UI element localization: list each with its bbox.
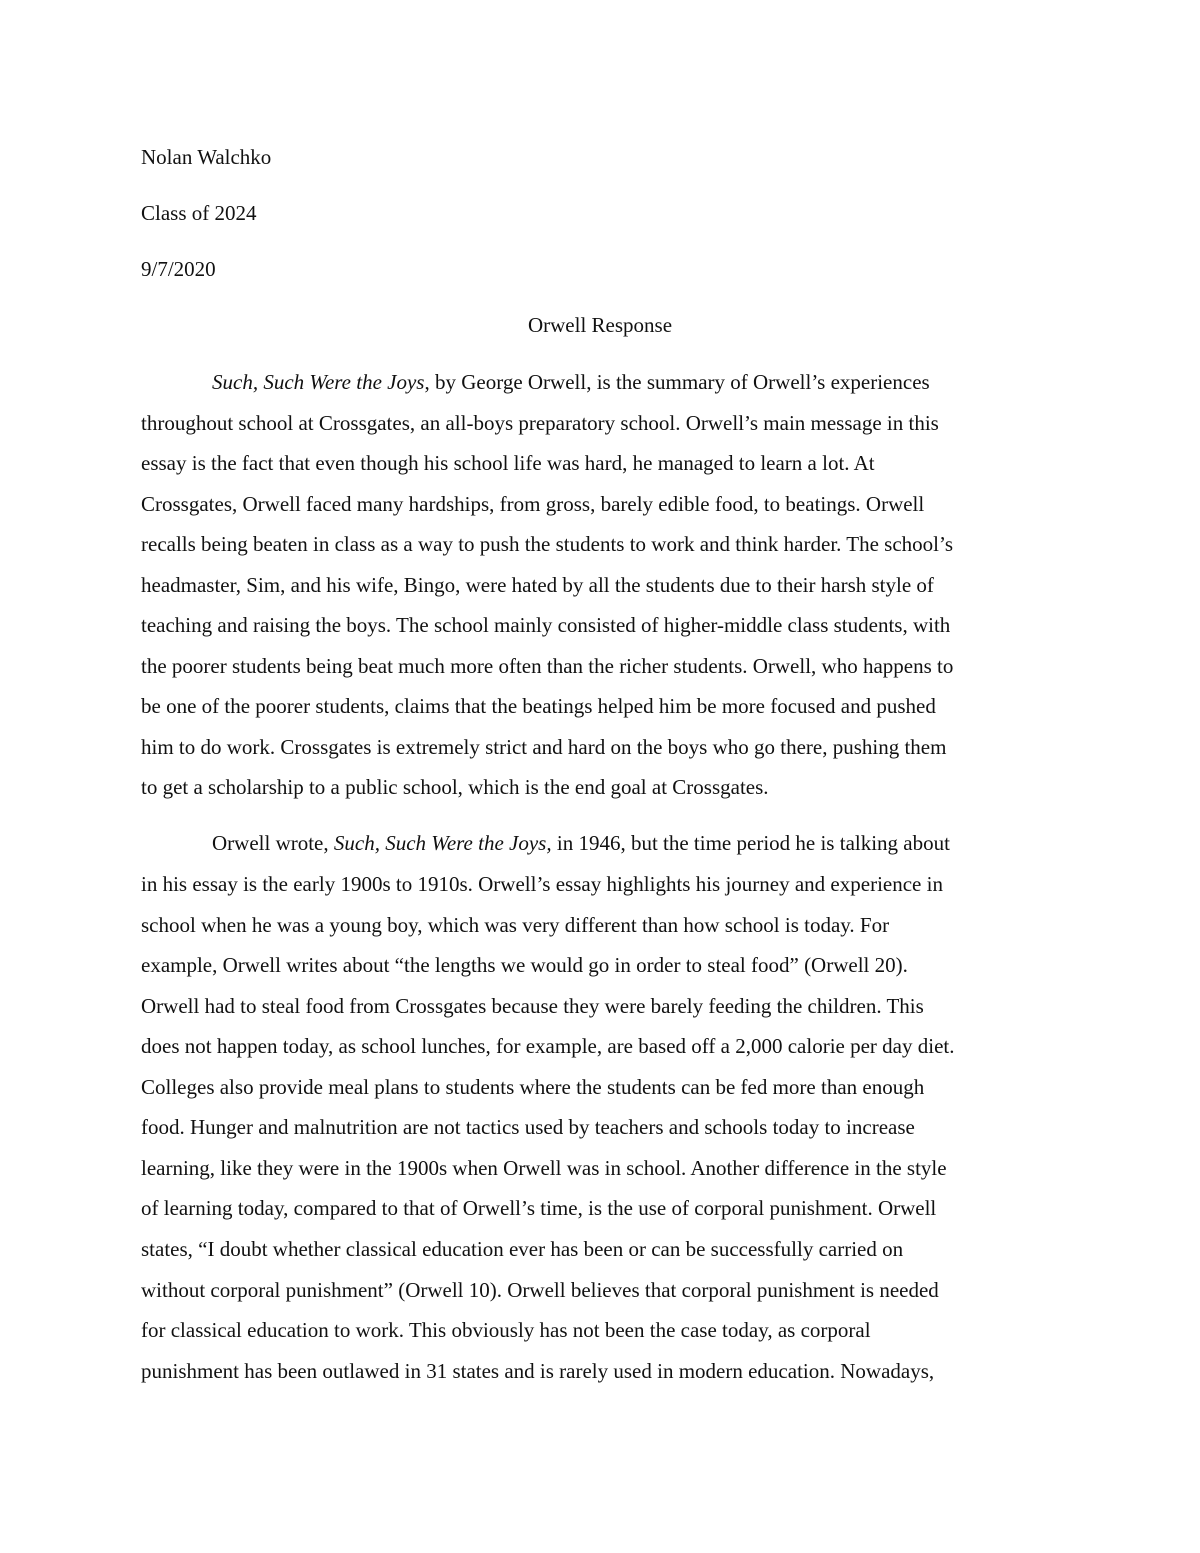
paragraph-2-line: punishment has been outlawed in 31 states and is rarely used in modern education. Nowadays, bbox=[141, 1359, 935, 1383]
essay-date: 9/7/2020 bbox=[141, 257, 216, 281]
class-year: Class of 2024 bbox=[141, 201, 257, 225]
paragraph-2-line-1 bbox=[212, 833, 950, 854]
author-name: Nolan Walchko bbox=[141, 145, 272, 169]
paragraph-1-line-1 bbox=[212, 372, 930, 393]
paragraph-2-line: Orwell had to steal food from Crossgates because they were barely feeding the children. This bbox=[141, 994, 924, 1018]
paragraph-text: Orwell wrote, bbox=[212, 831, 334, 855]
paragraph-2-line: without corporal punishment” (Orwell 10). Orwell believes that corporal punishment is needed bbox=[141, 1278, 939, 1302]
paragraph-2-line: states, “I doubt whether classical education ever has been or can be successfully carried on bbox=[141, 1237, 904, 1261]
paragraph-2-line: example, Orwell writes about “the lengths we would go in order to steal food” (Orwell 20). bbox=[141, 953, 908, 977]
paragraph-1-line: throughout school at Crossgates, an all-boys preparatory school. Orwell’s main message in this bbox=[141, 411, 939, 435]
paragraph-1-line: to get a scholarship to a public school, which is the end goal at Crossgates. bbox=[141, 775, 769, 799]
paragraph-1-line: headmaster, Sim, and his wife, Bingo, were hated by all the students due to their harsh style of bbox=[141, 573, 934, 597]
book-title: Such, Such Were the Joys, bbox=[333, 831, 552, 855]
paragraph-2-line: in his essay is the early 1900s to 1910s. Orwell’s essay highlights his journey and experience in bbox=[141, 872, 943, 896]
paragraph-1-line: the poorer students being beat much more often than the richer students. Orwell, who happens to bbox=[141, 654, 954, 678]
essay-title: Orwell Response bbox=[527, 313, 673, 337]
paragraph-2-line: for classical education to work. This obviously has not been the case today, as corporal bbox=[141, 1318, 871, 1342]
paragraph-2-line: school when he was a young boy, which was very different than how school is today. For bbox=[141, 913, 890, 937]
paragraph-1-line: essay is the fact that even though his school life was hard, he managed to learn a lot. At bbox=[141, 451, 875, 475]
paragraph-1-line: Crossgates, Orwell faced many hardships, from gross, barely edible food, to beatings. Orwell bbox=[141, 492, 925, 516]
paragraph-text: , by George Orwell, is the summary of Orwell’s experiences bbox=[424, 370, 930, 394]
paragraph-1-line: be one of the poorer students, claims that the beatings helped him be more focused and pushed bbox=[141, 694, 936, 718]
paragraph-1-line: teaching and raising the boys. The school mainly consisted of higher-middle class students, with bbox=[141, 613, 951, 637]
paragraph-2-line: food. Hunger and malnutrition are not tactics used by teachers and schools today to increase bbox=[141, 1115, 915, 1139]
paragraph-2-line: learning, like they were in the 1900s when Orwell was in school. Another difference in the style bbox=[141, 1156, 947, 1180]
paragraph-1-line: him to do work. Crossgates is extremely strict and hard on the boys who go there, pushing them bbox=[141, 735, 947, 759]
paragraph-2-line: of learning today, compared to that of Orwell’s time, is the use of corporal punishment. Orwell bbox=[141, 1196, 937, 1220]
paragraph-text: in 1946, but the time period he is talking about bbox=[551, 831, 950, 855]
paragraph-2-line: does not happen today, as school lunches, for example, are based off a 2,000 calorie per day diet. bbox=[141, 1034, 955, 1058]
paragraph-2-line: Colleges also provide meal plans to students where the students can be fed more than enough bbox=[141, 1075, 925, 1099]
paragraph-1-line: recalls being beaten in class as a way to push the students to work and think harder. The school’s bbox=[141, 532, 954, 556]
book-title: Such, Such Were the Joys bbox=[212, 370, 425, 394]
